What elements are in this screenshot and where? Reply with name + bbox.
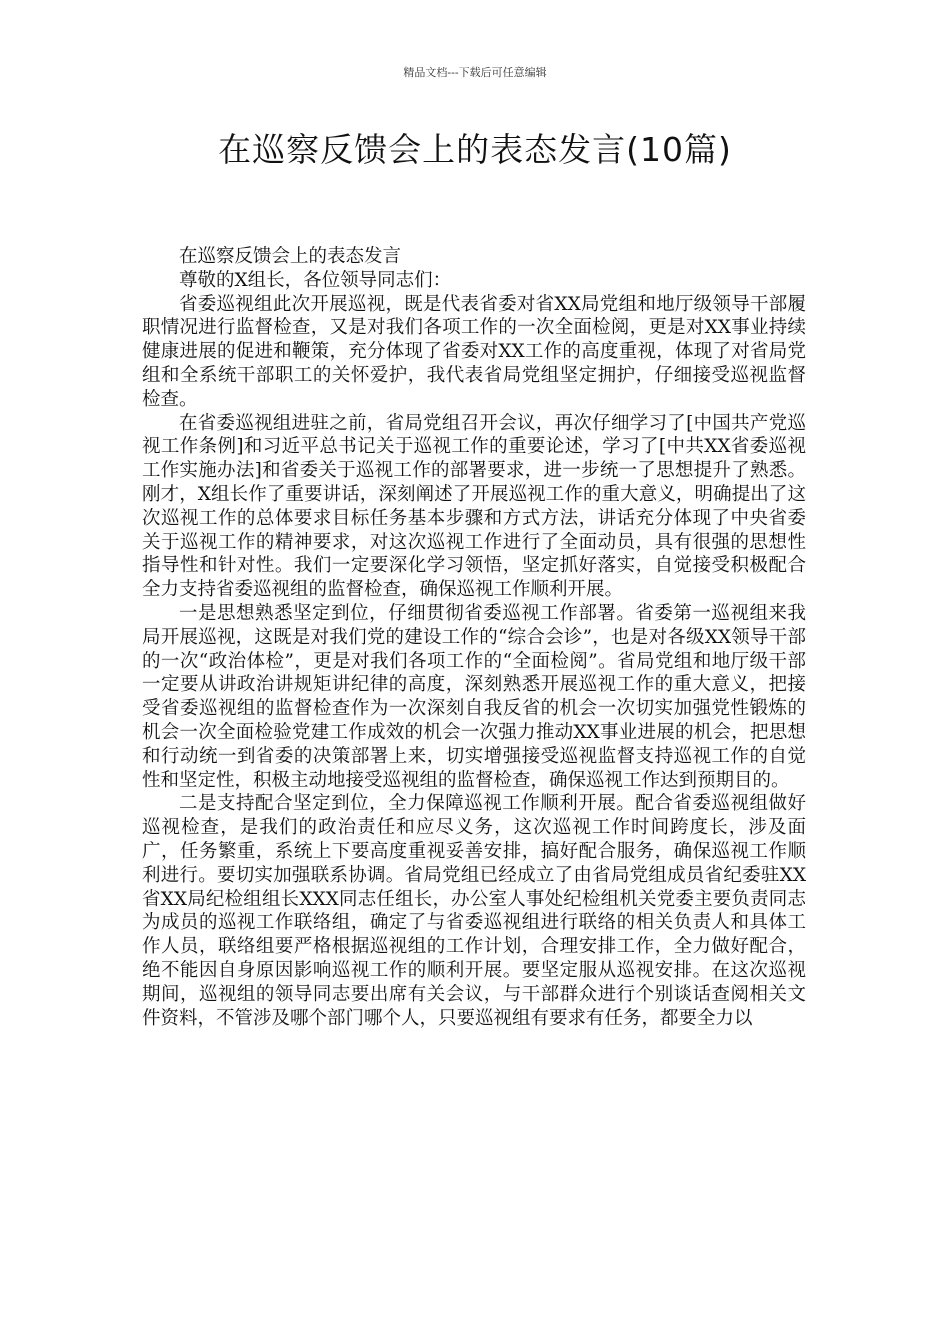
paragraph: 一是思想熟悉坚定到位，仔细贯彻省委巡视工作部署。省委第一巡视组来我局开展巡视，这既是对我们党的建设工作的“综合会诊”，也是对各级XX领导干部的一次“政治体检”，更是对我们各项工作的“全面检阅”。省局党组和地厅级干部一定要从讲政治讲规矩讲纪律的高度，深刻熟悉开展巡视工作的重大意义，把接受省委巡视组的监督检查作为一次深刻自我反省的机会一次切实加强党性锻炼的机会一次全面检验党建工作成效的机会一次强力推动XX事业进展的机会，把思想和行动统一到省委的决策部署上来，切实增强接受巡视监督支持巡视工作的自觉性和坚定性，积极主动地接受巡视组的监督检查，确保巡视工作达到预期目的。 <box>142 602 806 791</box>
document-title: 在巡察反馈会上的表态发言(10篇) <box>218 130 732 169</box>
paragraph-subtitle: 在巡察反馈会上的表态发言 <box>179 246 402 267</box>
paragraph: 二是支持配合坚定到位，全力保障巡视工作顺利开展。配合省委巡视组做好巡视检查，是我们的政治责任和应尽义务，这次巡视工作时间跨度长，涉及面广，任务繁重，系统上下要高度重视妥善安排，搞好配合服务，确保巡视工作顺利进行。要切实加强联系协调。省局党组已经成立了由省局党组成员省纪委驻XX省XX局纪检组组长XXX同志任组长，办公室人事处纪检组机关党委主要负责同志为成员的巡视工作联络组，确定了与省委巡视组进行联络的相关负责人和具体工作人员，联络组要严格根据巡视组的工作计划，合理安排工作，全力做好配合，绝不能因自身原因影响巡视工作的顺利开展。要坚定服从巡视安排。在这次巡视期间，巡视组的领导同志要出席有关会议，与干部群众进行个别谈话查阅相关文件资料，不管涉及哪个部门哪个人，只要巡视组有要求有任务，都要全力以 <box>142 793 806 1029</box>
paragraph: 省委巡视组此次开展巡视，既是代表省委对省XX局党组和地厅级领导干部履职情况进行监督检查，又是对我们各项工作的一次全面检阅，更是对XX事业持续健康进展的促进和鞭策，充分体现了省委对XX工作的高度重视，体现了对省局党组和全系统干部职工的关怀爱护，我代表省局党组坚定拥护，仔细接受巡视监督检查。 <box>142 293 806 410</box>
paragraph: 在省委巡视组进驻之前，省局党组召开会议，再次仔细学习了[中国共产党巡视工作条例]和习近平总书记关于巡视工作的重要论述，学习了[中共XX省委巡视工作实施办法]和省委关于巡视工作的部署要求，进一步统一了思想提升了熟悉。刚才，X组长作了重要讲话，深刻阐述了开展巡视工作的重大意义，明确提出了这次巡视工作的总体要求目标任务基本步骤和方式方法，讲话充分体现了中央省委关于巡视工作的精神要求，对这次巡视工作进行了全面动员，具有很强的思想性指导性和针对性。我们一定要深化学习领悟，坚定抓好落实，自觉接受积极配合全力支持省委巡视组的监督检查，确保巡视工作顺利开展。 <box>142 412 806 601</box>
header-note: 精品文档---下载后可任意编辑 <box>403 66 547 79</box>
document-body <box>142 245 806 1030</box>
paragraph-salutation: 尊敬的X组长，各位领导同志们： <box>179 269 452 291</box>
